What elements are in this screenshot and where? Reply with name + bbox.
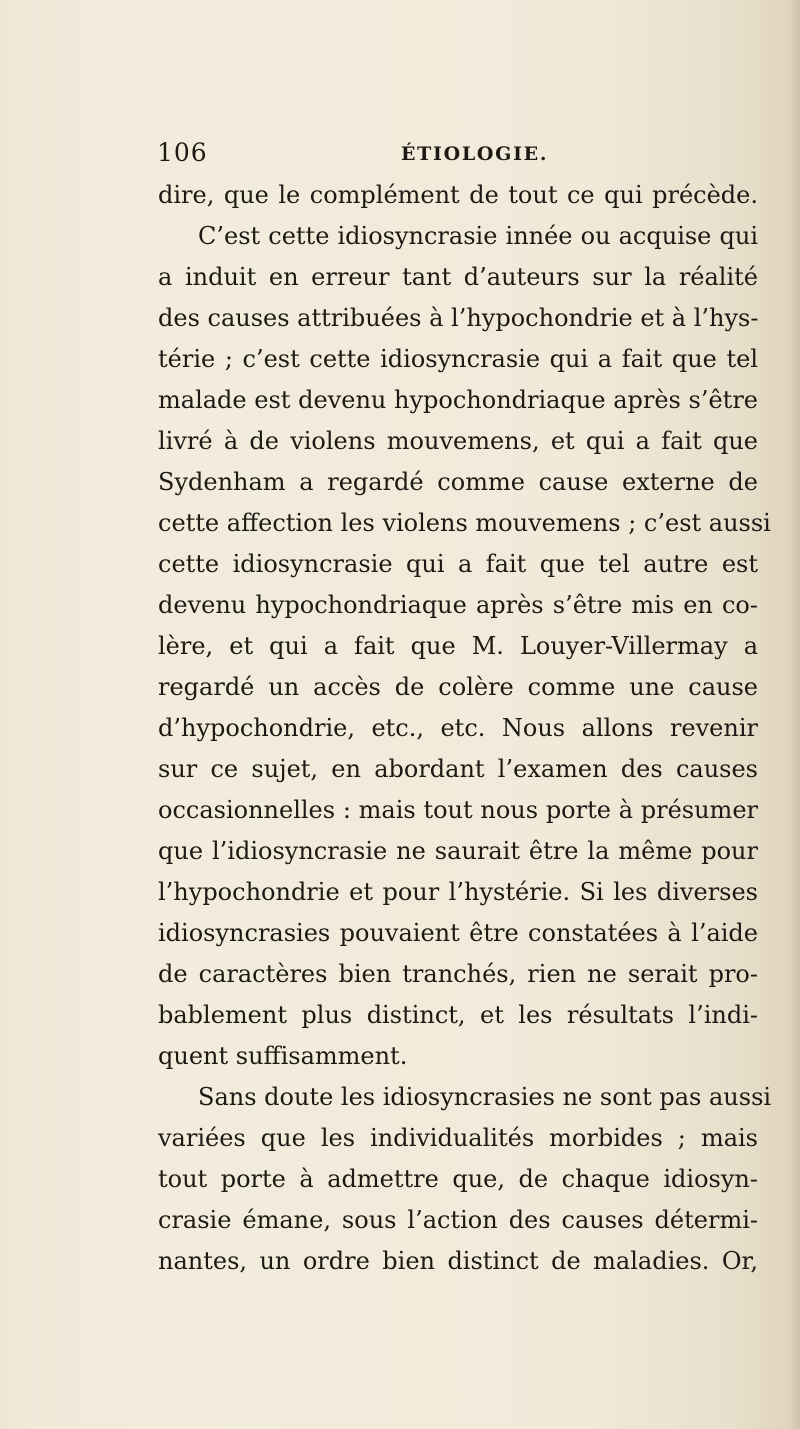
text-line: malade est devenu hypochondriaque après s’être [158,386,758,414]
page-edge-shadow [788,0,800,1429]
body-text [0,176,800,1336]
text-line: cette idiosyncrasie qui a fait que tel autre est [158,550,758,578]
text-line: que l’idiosyncrasie ne saurait être la même pour [158,837,758,865]
text-line: quent suffisamment. [158,1042,408,1070]
text-line: d’hypochondrie, etc., etc. Nous allons revenir [158,714,758,742]
text-line: occasionnelles : mais tout nous porte à présumer [158,796,758,824]
page-number: 106 [157,138,208,167]
text-line: variées que les individualités morbides ; mais [158,1124,758,1152]
running-head: ÉTIOLOGIE. [401,143,549,165]
text-line: livré à de violens mouvemens, et qui a fait que [158,427,758,455]
text-line: devenu hypochondriaque après s’être mis en co- [158,591,758,619]
text-line: Sydenham a regardé comme cause externe de [158,468,758,496]
text-line: des causes attribuées à l’hypochondrie et à l’hys- [158,304,759,332]
text-line: lère, et qui a fait que M. Louyer-Villermay a [158,632,758,660]
text-line: nantes, un ordre bien distinct de maladies. Or, [158,1247,758,1275]
text-line: térie ; c’est cette idiosyncrasie qui a fait que tel [158,345,758,373]
text-line: cette affection les violens mouvemens ; c’est aussi [158,509,771,537]
text-line: crasie émane, sous l’action des causes détermi- [158,1206,758,1234]
text-line: regardé un accès de colère comme une cause [158,673,758,701]
text-line: idiosyncrasies pouvaient être constatées à l’aide [158,919,758,947]
text-line: tout porte à admettre que, de chaque idiosyn- [158,1165,758,1193]
text-line: de caractères bien tranchés, rien ne serait pro- [158,960,758,988]
text-line: l’hypochondrie et pour l’hystérie. Si les diverses [158,878,758,906]
page-header [157,138,757,172]
text-line: sur ce sujet, en abordant l’examen des causes [158,755,758,783]
text-line: dire, que le complément de tout ce qui précède. [158,181,758,209]
text-line: bablement plus distinct, et les résultats l’indi- [158,1001,758,1029]
text-line: a induit en erreur tant d’auteurs sur la réalité [158,263,758,291]
text-line: Sans doute les idiosyncrasies ne sont pas aussi [198,1083,772,1111]
text-line: C’est cette idiosyncrasie innée ou acquise qui [198,222,758,250]
